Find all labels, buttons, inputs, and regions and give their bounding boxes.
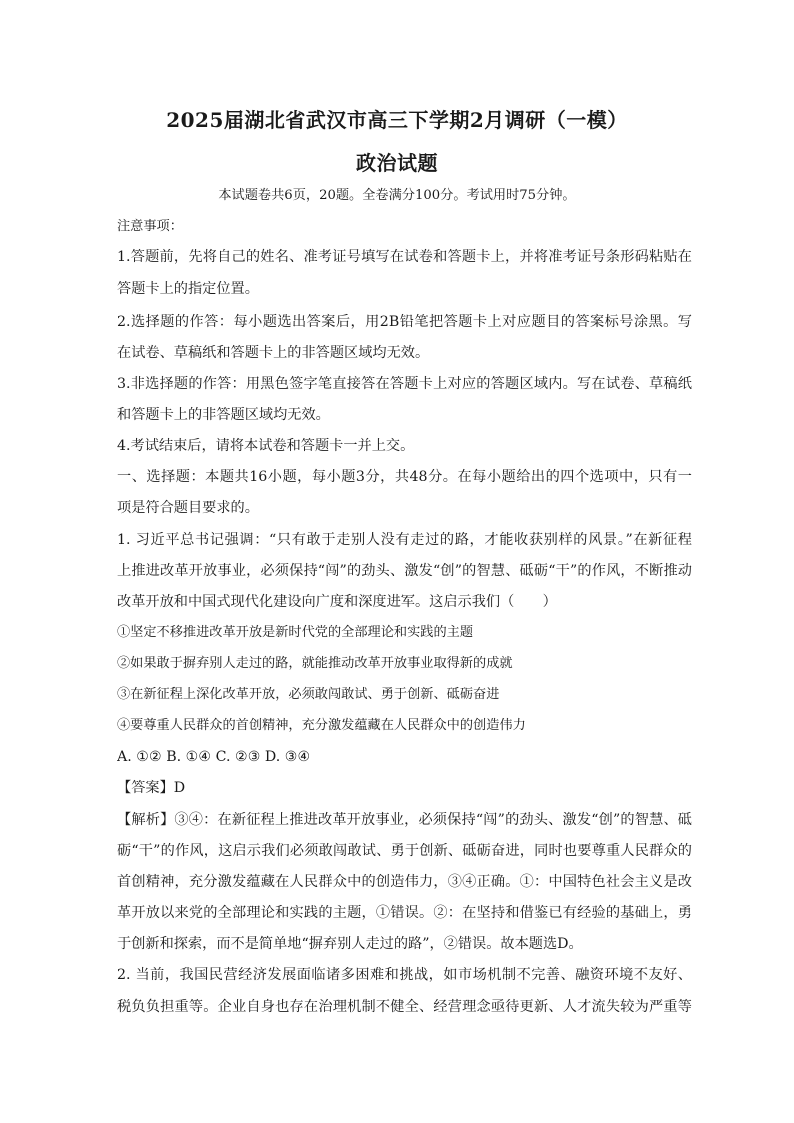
question-1-option-4: ④要尊重人民群众的首创精神，充分激发蕴藏在人民群众中的创造伟力: [117, 718, 526, 733]
notice-item-1-line-1: 1.答题前，先将自己的姓名、准考证号填写在试卷和答题卡上，并将准考证号条形码粘贴在: [117, 249, 692, 265]
question-1-analysis-line-1: 【解析】③④：在新征程上推进改革开放事业，必须保持“闯”的劲头、激发“创”的智慧、砥: [117, 812, 692, 828]
notice-item-2-line-1: 2.选择题的作答：每小题选出答案后，用2B铅笔把答题卡上对应题目的答案标号涂黑。写: [117, 314, 692, 330]
exam-intro: 本试题卷共6页，20题。全卷满分100分。考试用时75分钟。: [218, 188, 576, 203]
subject-title: 政治试题: [356, 151, 438, 175]
notice-heading: 注意事项：: [117, 219, 183, 234]
question-1-stem-line-1: 1. 习近平总书记强调：“只有敢于走别人没有走过的路，才能收获别样的风景。”在新征程: [117, 532, 692, 548]
question-1-option-3: ③在新征程上深化改革开放，必须敢闯敢试、勇于创新、砥砺奋进: [117, 687, 500, 702]
question-1-option-1: ①坚定不移推进改革开放是新时代党的全部理论和实践的主题: [117, 625, 474, 640]
notice-item-4: 4.考试结束后，请将本试卷和答题卡一并上交。: [117, 438, 415, 454]
question-1-analysis-line-5: 于创新和探索，而不是简单地“摒弃别人走过的路”，②错误。故本题选D。: [117, 936, 583, 952]
notice-item-3-line-1: 3.非选择题的作答：用黑色签字笔直接答在答题卡上对应的答题区域内。写在试卷、草稿纸: [117, 376, 692, 392]
notice-item-1-line-2: 答题卡上的指定位置。: [117, 281, 259, 297]
exam-title: 2025届湖北省武汉市高三下学期2月调研（一模）: [166, 108, 628, 132]
question-2-stem-line-2: 税负负担重等。企业自身也存在治理机制不健全、经营理念亟待更新、人才流失较为严重等: [117, 999, 692, 1015]
question-1-analysis-line-2: 砺“干”的作风，这启示我们必须敢闯敢试、勇于创新、砥砺奋进，同时也要尊重人民群众的: [117, 843, 692, 859]
question-2-stem-line-1: 2. 当前，我国民营经济发展面临诸多困难和挑战，如市场机制不完善、融资环境不友好、: [117, 967, 692, 983]
section-1-line-1: 一、选择题：本题共16小题，每小题3分，共48分。在每小题给出的四个选项中，只有一: [117, 469, 692, 485]
question-1-stem-line-3: 改革开放和中国式现代化建设向广度和深度进军。这启示我们（ ）: [117, 594, 557, 610]
notice-item-2-line-2: 在试卷、草稿纸和答题卡上的非答题区域均无效。: [117, 345, 430, 361]
question-1-analysis-line-3: 首创精神，充分激发蕴藏在人民群众中的创造伟力，③④正确。①：中国特色社会主义是改: [117, 874, 692, 890]
question-1-answer: 【答案】D: [117, 780, 186, 796]
question-1-analysis-line-4: 革开放以来党的全部理论和实践的主题，①错误。②：在坚持和借鉴已有经验的基础上，勇: [117, 905, 692, 921]
question-1-stem-line-2: 上推进改革开放事业，必须保持“闯”的劲头、激发“创”的智慧、砥砺“干”的作风，不断推动: [117, 563, 692, 579]
section-1-line-2: 项是符合题目要求的。: [117, 500, 259, 516]
question-1-option-2: ②如果敢于摒弃别人走过的路，就能推动改革开放事业取得新的成就: [117, 656, 513, 671]
notice-item-3-line-2: 和答题卡上的非答题区域均无效。: [117, 407, 330, 423]
question-1-choices: A. ①② B. ①④ C. ②③ D. ③④: [117, 749, 311, 765]
